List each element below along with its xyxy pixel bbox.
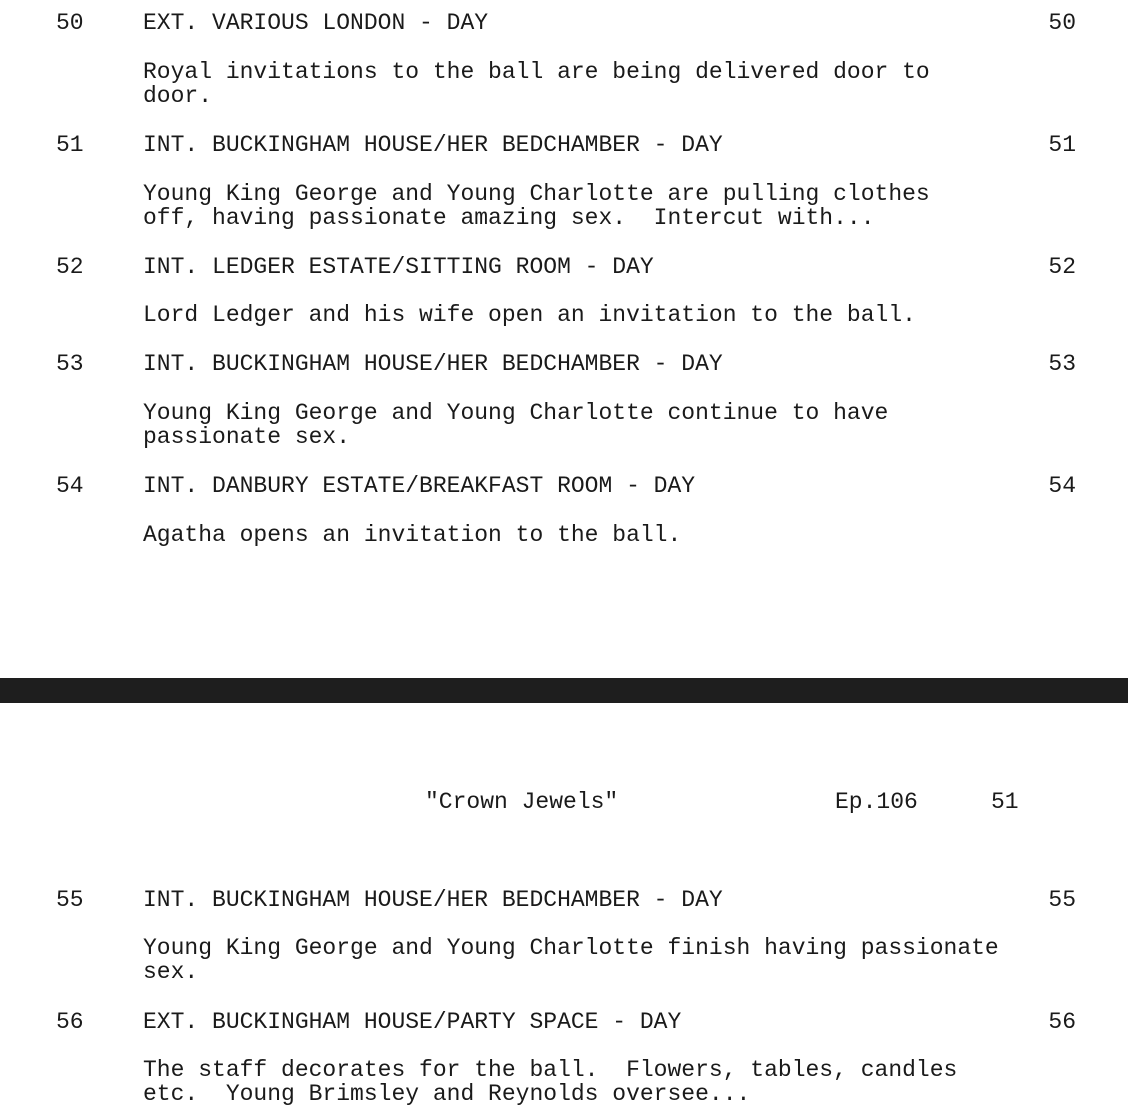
action-line: passionate sex.: [143, 424, 351, 450]
scene-heading: INT. DANBURY ESTATE/BREAKFAST ROOM - DAY: [143, 473, 696, 499]
action-line: The staff decorates for the ball. Flowers, tables, candles: [143, 1057, 958, 1083]
action-line: Young King George and Young Charlotte continue to have: [143, 400, 889, 426]
scene-number-right: 52: [1048, 254, 1076, 280]
scene-number-right: 53: [1048, 351, 1076, 377]
page-divider: [0, 678, 1128, 703]
scene-number-left: 56: [56, 1009, 84, 1035]
episode-title: "Crown Jewels": [425, 789, 619, 815]
scene-number-left: 54: [56, 473, 84, 499]
scene-number-left: 50: [56, 10, 84, 36]
episode-number: Ep.106: [835, 789, 918, 815]
action-line: Agatha opens an invitation to the ball.: [143, 522, 682, 548]
action-line: Young King George and Young Charlotte are pulling clothes: [143, 181, 930, 207]
scene-number-left: 53: [56, 351, 84, 377]
scene-number-right: 50: [1048, 10, 1076, 36]
action-line: off, having passionate amazing sex. Intercut with...: [143, 205, 875, 231]
action-line: Lord Ledger and his wife open an invitation to the ball.: [143, 302, 916, 328]
action-line: door.: [143, 83, 213, 109]
scene-heading: INT. BUCKINGHAM HOUSE/HER BEDCHAMBER - DAY: [143, 132, 723, 158]
action-line: etc. Young Brimsley and Reynolds oversee...: [143, 1081, 751, 1107]
scene-heading: INT. BUCKINGHAM HOUSE/HER BEDCHAMBER - DAY: [143, 887, 723, 913]
scene-heading: EXT. VARIOUS LONDON - DAY: [143, 10, 489, 36]
page-number: 51: [991, 789, 1019, 815]
scene-number-left: 52: [56, 254, 84, 280]
scene-heading: EXT. BUCKINGHAM HOUSE/PARTY SPACE - DAY: [143, 1009, 682, 1035]
scene-number-left: 55: [56, 887, 84, 913]
action-line: Royal invitations to the ball are being delivered door to: [143, 59, 930, 85]
scene-number-right: 51: [1048, 132, 1076, 158]
scene-number-left: 51: [56, 132, 84, 158]
scene-number-right: 54: [1048, 473, 1076, 499]
action-line: Young King George and Young Charlotte finish having passionate: [143, 935, 999, 961]
scene-heading: INT. BUCKINGHAM HOUSE/HER BEDCHAMBER - DAY: [143, 351, 723, 377]
scene-number-right: 55: [1048, 887, 1076, 913]
scene-number-right: 56: [1048, 1009, 1076, 1035]
script-page-bottom: [0, 703, 1128, 1120]
action-line: sex.: [143, 959, 199, 985]
scene-heading: INT. LEDGER ESTATE/SITTING ROOM - DAY: [143, 254, 654, 280]
